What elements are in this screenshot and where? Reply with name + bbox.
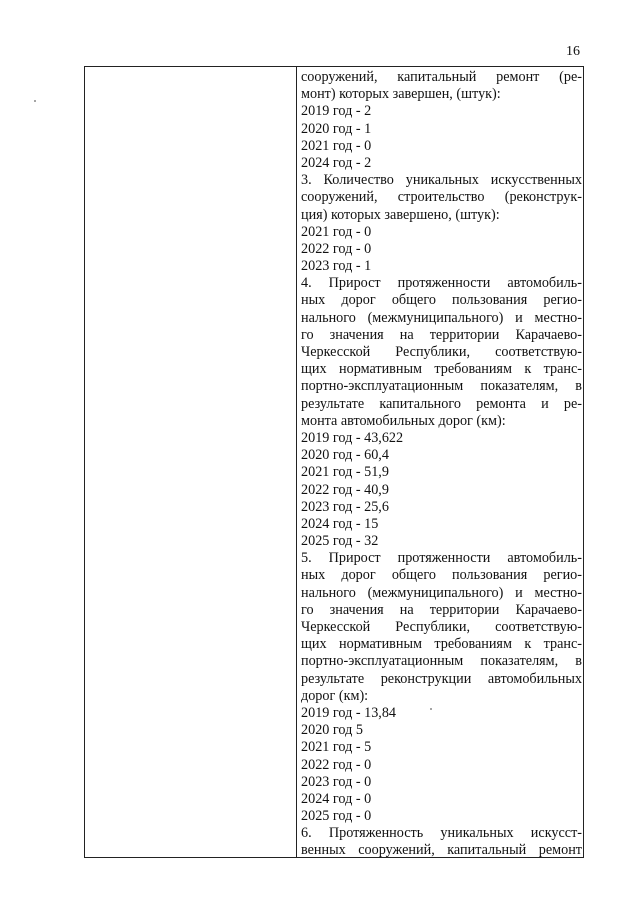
text-line: 2021 год - 0 [301, 223, 372, 240]
text-line: ция) которых завершено, (штук): [301, 206, 500, 223]
text-line: венных сооружений, капитальный ремонт [301, 842, 582, 859]
text-line: 2025 год - 32 [301, 533, 379, 550]
text-line: 2021 год - 0 [301, 137, 372, 154]
text-line: Черкесской Республики, соответствую- [301, 344, 582, 360]
text-line: ных дорог общего пользования регио- [301, 292, 582, 309]
table-right-column [297, 67, 585, 857]
text-line: сооружений, капитальный ремонт (ре- [301, 69, 582, 85]
passport-table [84, 66, 584, 858]
text-line: монт) которых завершен, (штук): [301, 86, 501, 103]
text-line: портно-эксплуатационным показателям, в [301, 378, 582, 395]
text-line: 2023 год - 0 [301, 773, 372, 790]
text-line: 2022 год - 0 [301, 756, 372, 773]
text-line: нального (межмуниципального) и местно- [301, 309, 582, 326]
text-line: 2019 год - 2 [301, 103, 372, 120]
text-line: го значения на территории Карачаево- [301, 326, 582, 343]
text-line: 2022 год - 0 [301, 240, 372, 257]
text-line: 2023 год - 1 [301, 258, 372, 275]
text-line: 2020 год - 1 [301, 120, 372, 137]
text-line: Черкесской Республики, соответствую- [301, 619, 582, 635]
table-left-column [85, 67, 297, 857]
text-line: 4. Прирост протяженности автомобиль- [301, 275, 582, 292]
text-line: щих нормативным требованиям к транс- [301, 636, 582, 653]
text-line: нального (межмуниципального) и местно- [301, 584, 582, 601]
text-line: 2024 год - 15 [301, 515, 379, 532]
text-line: 2023 год - 25,6 [301, 498, 389, 515]
text-line: 2025 год - 0 [301, 808, 372, 825]
text-line: 2021 год - 51,9 [301, 464, 389, 481]
text-line: сооружений, строительство (реконструк- [301, 189, 582, 206]
text-line: 2022 год - 40,9 [301, 481, 389, 498]
text-line: 2019 год - 43,622 [301, 429, 404, 446]
text-line: дорог (км): [301, 687, 369, 704]
text-line: 3. Количество уникальных искусственных [301, 172, 582, 189]
text-line: 2021 год - 5 [301, 739, 372, 756]
text-line: щих нормативным требованиям к транс- [301, 361, 582, 378]
scan-speck [430, 708, 432, 710]
text-line: результате реконструкции автомобильных [301, 670, 582, 687]
text-line: 2024 год - 0 [301, 790, 372, 807]
text-line: портно-эксплуатационным показателям, в [301, 653, 582, 670]
text-line: 5. Прирост протяженности автомобиль- [301, 550, 582, 567]
text-line: ных дорог общего пользования регио- [301, 567, 582, 584]
text-line: го значения на территории Карачаево- [301, 601, 582, 618]
text-line: 2020 год 5 [301, 722, 363, 739]
text-line: 6. Протяженность уникальных искусст- [301, 825, 582, 842]
text-line: 2019 год - 13,84 [301, 704, 397, 721]
text-line: монта автомобильных дорог (км): [301, 412, 506, 429]
text-line: 2024 год - 2 [301, 154, 372, 171]
page-number: 16 [566, 44, 580, 59]
scan-speck [34, 100, 36, 102]
text-line: результате капитального ремонта и ре- [301, 395, 582, 412]
text-line: 2020 год - 60,4 [301, 447, 389, 464]
